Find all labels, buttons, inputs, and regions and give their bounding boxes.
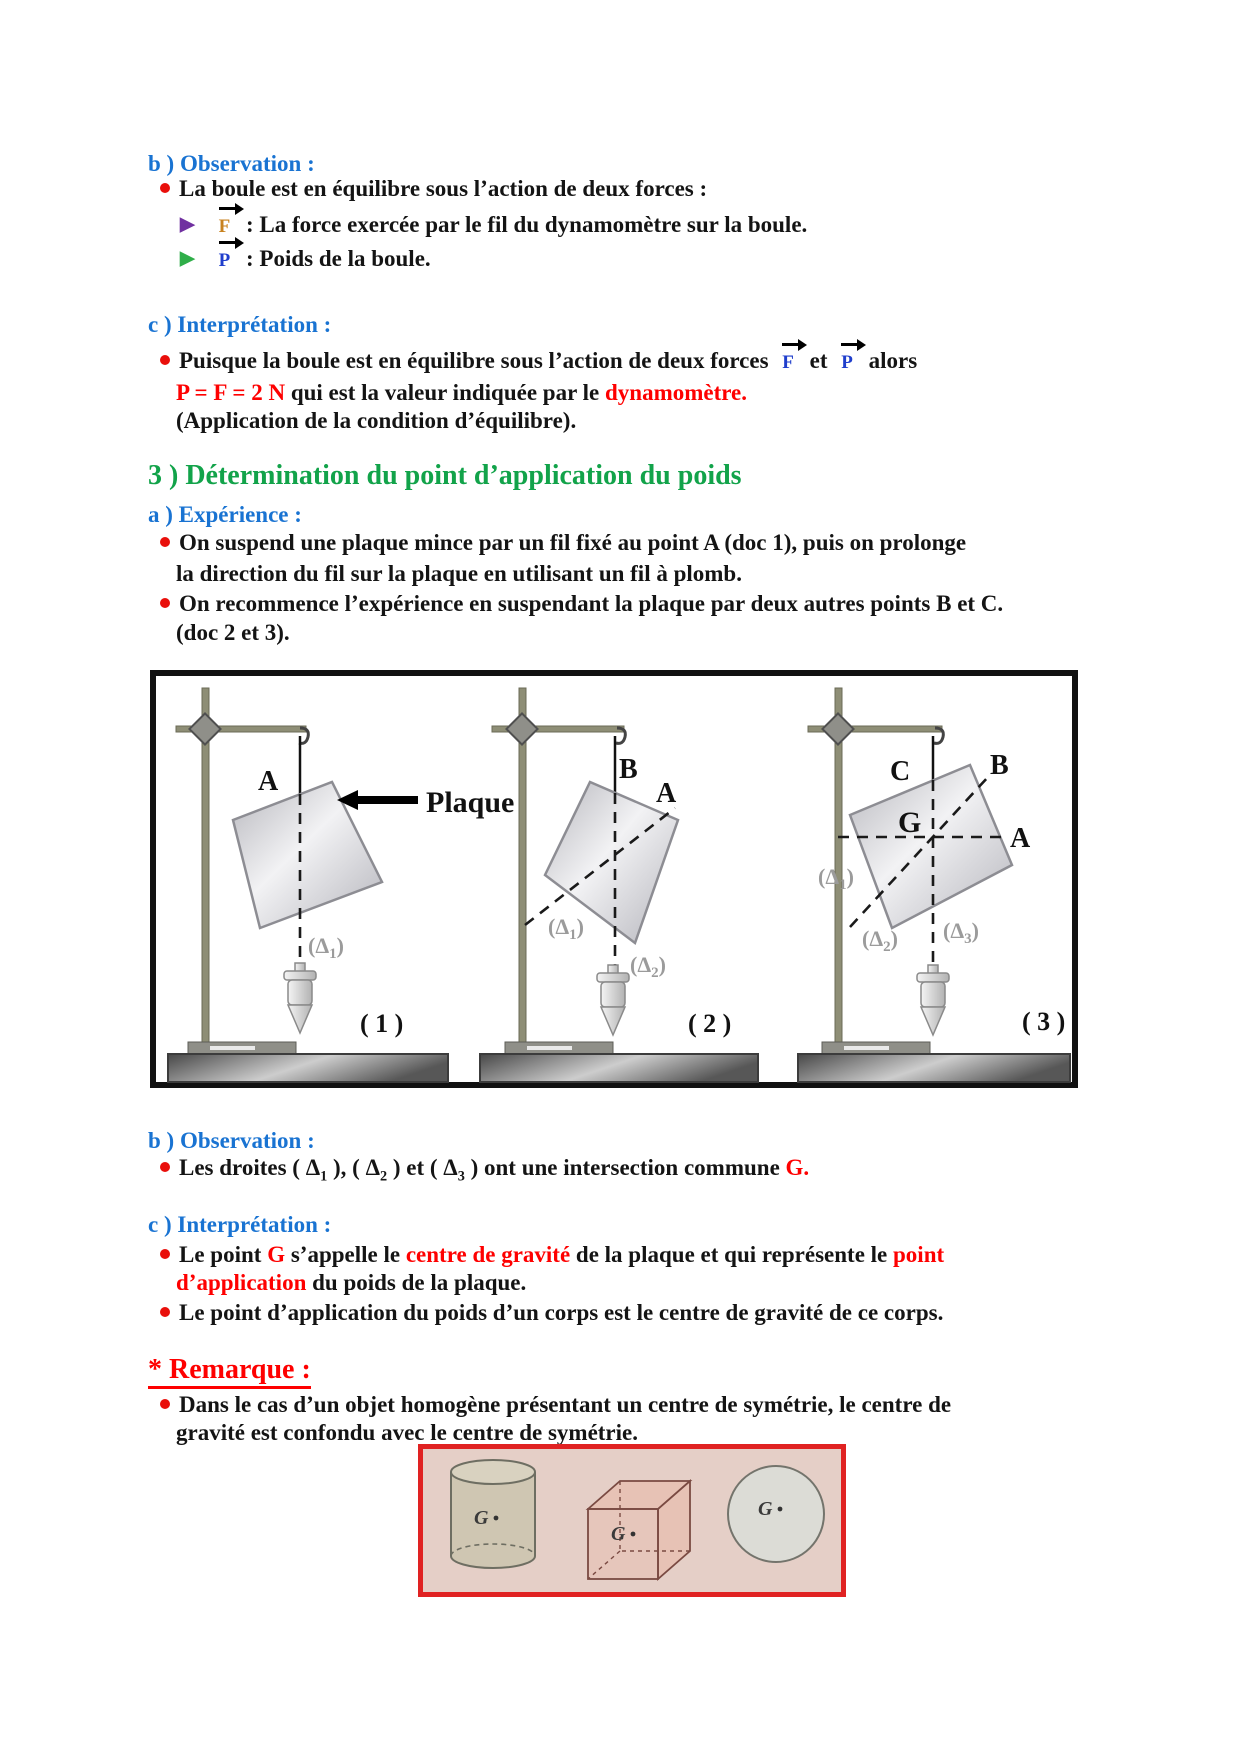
center-g-label: G <box>474 1507 489 1529</box>
force-f-line <box>178 212 807 238</box>
sphere-shape <box>728 1466 824 1562</box>
cube-shape <box>588 1481 690 1579</box>
caption-1: ( 1 ) <box>360 1009 404 1038</box>
observation-2-bullet <box>160 1155 810 1185</box>
observation-2-heading: b ) Observation : <box>148 1128 315 1153</box>
center-g-dot <box>778 1507 783 1512</box>
point-g-label: G <box>898 806 922 839</box>
force-p-letter: P <box>218 250 231 271</box>
delta-subscript: 1 <box>320 1168 328 1185</box>
point-g-mention: G. <box>785 1155 810 1180</box>
application-term: d’application <box>176 1270 307 1295</box>
observation-1-text: La boule est en équilibre sous l’action de deux forces : <box>179 176 708 201</box>
experience-bullet2-line1 <box>160 591 1003 617</box>
center-of-gravity-term: centre de gravité <box>405 1242 571 1267</box>
triangle-bullet-icon: ▶ <box>180 214 195 235</box>
interp2-text: s’appelle le <box>290 1242 401 1267</box>
vector-arrow-icon <box>219 207 236 210</box>
interpretation-1-line3: (Application de la condition d’équilibre). <box>176 408 577 433</box>
interpretation-2-heading: c ) Interprétation : <box>148 1212 332 1237</box>
force-f-letter: F <box>782 352 794 373</box>
point-a-label: A <box>656 778 677 809</box>
delta1-label: $(\Delta_1)$ <box>818 864 854 893</box>
point-a-label: A <box>258 766 279 797</box>
vector-arrow-icon <box>841 343 858 346</box>
vector-arrow-icon <box>782 343 799 346</box>
caption-3: ( 3 ) <box>1022 1007 1066 1036</box>
bullet-dot <box>160 1307 170 1317</box>
interp2-text: du poids de la plaque. <box>312 1270 527 1295</box>
observation-1-bullet <box>160 176 707 202</box>
delta1-label: $(\Delta_1)$ <box>548 914 584 943</box>
stand-foot-highlight <box>527 1046 572 1050</box>
interpretation-2-bullet2 <box>160 1300 943 1326</box>
experience-bullet1-line2: la direction du fil sur la plaque en utilisant un fil à plomb. <box>176 561 742 586</box>
point-c-label: C <box>890 756 911 787</box>
remark-bullet-line2: gravité est confondu avec le centre de symétrie. <box>176 1420 638 1445</box>
force-p-vector <box>841 352 853 374</box>
stand-foot-highlight <box>844 1046 889 1050</box>
delta3-label: $(\Delta_3)$ <box>943 918 979 947</box>
bullet-dot <box>160 598 170 608</box>
remark-heading <box>148 1354 311 1386</box>
delta2-label: $(\Delta_2)$ <box>862 926 898 955</box>
obs2-text: ), ( Δ <box>327 1155 380 1180</box>
equation-text: P = F = 2 N <box>176 380 286 405</box>
table-base <box>480 1054 758 1082</box>
bullet-dot <box>160 1399 170 1409</box>
obs2-text: ) ont une intersection commune <box>464 1155 786 1180</box>
table-base <box>168 1054 448 1082</box>
interpretation-2-bullet1-line2 <box>176 1270 526 1296</box>
interpretation-1-line2 <box>176 380 747 406</box>
force-f-vector <box>219 216 231 238</box>
force-f-vector <box>782 352 794 374</box>
bullet-dot <box>160 355 170 365</box>
plaque-label: Plaque <box>426 786 515 819</box>
bullet-dot <box>160 1162 170 1172</box>
force-p-vector <box>219 250 231 272</box>
interp1-text-et: et <box>809 348 828 373</box>
interp1-line2-black: qui est la valeur indiquée par le <box>290 380 600 405</box>
interp2-text: Le point <box>179 1242 262 1267</box>
experiment-figure <box>150 670 1078 1088</box>
interp2-text: de la plaque et qui représente le <box>575 1242 888 1267</box>
bullet-dot <box>160 537 170 547</box>
caption-2: ( 2 ) <box>688 1009 732 1038</box>
delta-subscript: 3 <box>457 1168 465 1185</box>
experience-text: On suspend une plaque mince par un fil fixé au point A (doc 1), puis on prolonge <box>179 530 967 555</box>
point-g-mention: G <box>267 1242 286 1267</box>
interp1-text-post: alors <box>868 348 918 373</box>
interpretation-1-line1 <box>160 348 917 374</box>
point-b-label: B <box>990 750 1009 781</box>
delta-subscript: 2 <box>380 1168 388 1185</box>
force-p-line <box>178 246 431 272</box>
dynamometer-word: dynamomètre. <box>604 380 748 405</box>
interp2-text: Le point d’application du poids d’un corps est le centre de gravité de ce corps. <box>179 1300 944 1325</box>
force-p-desc: : Poids de la boule. <box>245 246 431 271</box>
force-f-letter: F <box>218 216 231 237</box>
point-a-label: A <box>1010 823 1031 854</box>
bullet-dot <box>160 183 170 193</box>
plaque-arrow-shaft <box>356 796 418 804</box>
experience-text: On recommence l’expérience en suspendant la plaque par deux autres points B et C. <box>179 591 1004 616</box>
delta1-label: $(\Delta_1)$ <box>308 933 344 962</box>
center-g-dot <box>494 1516 499 1521</box>
center-g-label: G <box>611 1523 626 1545</box>
section-3-heading: 3 ) Détermination du point d’application du poids <box>148 460 742 491</box>
experience-bullet2-line2: (doc 2 et 3). <box>176 620 290 645</box>
delta2-label: $(\Delta_2)$ <box>630 952 666 981</box>
experience-bullet1-line1 <box>160 530 966 556</box>
interpretation-2-bullet1-line1 <box>160 1242 944 1268</box>
cylinder-shape <box>451 1460 535 1568</box>
interpretation-1-heading: c ) Interprétation : <box>148 312 332 337</box>
point-b-label: B <box>619 754 638 785</box>
table-base <box>798 1054 1070 1082</box>
bullet-dot <box>160 1249 170 1259</box>
center-g-label: G <box>758 1498 773 1520</box>
center-g-dot <box>631 1532 636 1537</box>
point-term: point <box>893 1242 945 1267</box>
force-f-desc: : La force exercée par le fil du dynamomètre sur la boule. <box>245 212 808 237</box>
vector-arrow-icon <box>219 241 236 244</box>
remark-bullet-line1 <box>160 1392 951 1418</box>
obs2-text: Les droites ( Δ <box>179 1155 321 1180</box>
triangle-bullet-icon: ▶ <box>180 248 195 269</box>
stand-foot-highlight <box>210 1046 255 1050</box>
experience-heading: a ) Expérience : <box>148 502 302 527</box>
observation-1-heading: b ) Observation : <box>148 151 315 176</box>
obs2-text: ) et ( Δ <box>387 1155 458 1180</box>
interp1-text-pre: Puisque la boule est en équilibre sous l’action de deux forces <box>179 348 769 373</box>
remark-text: Dans le cas d’un objet homogène présentant un centre de symétrie, le centre de <box>179 1392 952 1417</box>
symmetry-figure <box>418 1444 846 1597</box>
remark-heading-text: * Remarque : <box>148 1354 311 1389</box>
force-p-letter: P <box>841 352 853 373</box>
